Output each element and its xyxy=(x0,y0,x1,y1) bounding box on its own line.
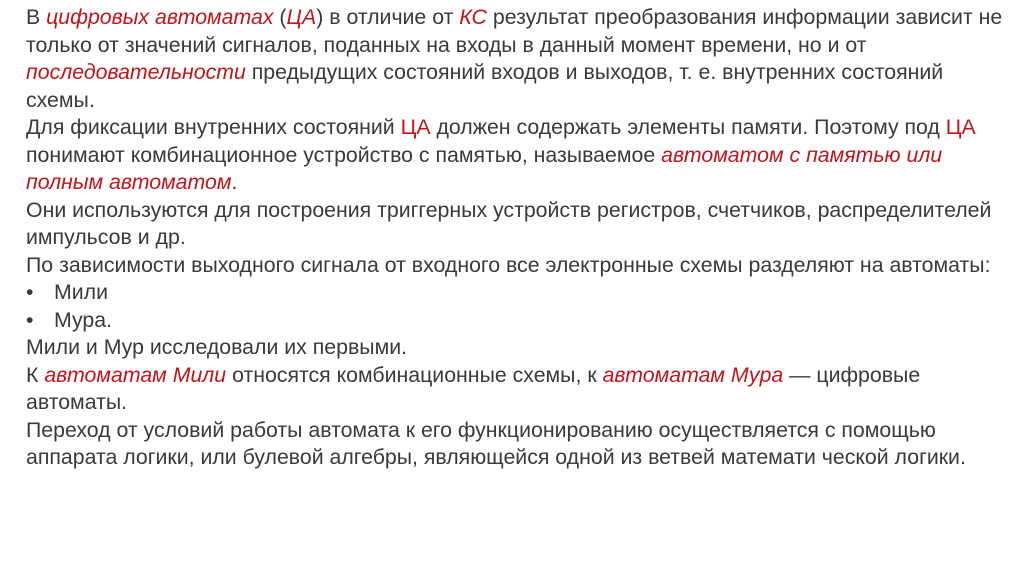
term-mealy-automata: автоматам Мили xyxy=(44,362,227,387)
paragraph-usage: Они используются для построения триггерных устройств регистров, счетчиков, распределителей импульсов и др. xyxy=(26,197,992,249)
text-run: ( xyxy=(273,5,287,29)
term-full-automaton: полным автоматом xyxy=(26,170,232,194)
list-item-label: Мура. xyxy=(54,307,112,332)
term-digital-automata: цифровых автоматах xyxy=(46,5,274,29)
bullet-icon: • xyxy=(26,307,34,332)
paragraph-classification: По зависимости выходного сигнала от входного все электронные схемы разделяют на автоматы: xyxy=(26,252,991,277)
text-run: должен содержать элементы памяти. Поэтому под xyxy=(430,115,946,139)
bullet-icon: • xyxy=(26,280,34,304)
text-run: . xyxy=(231,170,238,194)
list-item-moore xyxy=(26,307,1004,335)
term-abbr-ca: ЦА xyxy=(945,115,976,139)
paragraph-boolean-algebra: Переход от условий работы автомата к его функционированию осуществляется с помощью аппарата логики, или булевой алгебры, являющейся одной из ветвей математи ческой логики. xyxy=(26,417,966,469)
text-run: ) в отличие от xyxy=(316,5,460,29)
term-automaton-with-memory: автоматом с памятью xyxy=(661,142,901,167)
text-run: результат преобразования информации зависит не только от значений сигналов, поданных на входы в данный момент времени, но и от xyxy=(26,5,1003,57)
term-abbr-ca: ЦА xyxy=(286,5,317,29)
paragraph-digital-automata-definition xyxy=(26,4,1004,114)
list-item-mealy xyxy=(26,279,1004,307)
paragraph-mealy-moore-mapping xyxy=(26,362,1004,417)
text-run: В xyxy=(26,5,47,29)
paragraph-history: Мили и Мур исследовали их первыми. xyxy=(26,335,408,359)
term-moore-automata: автоматам Мура xyxy=(602,362,784,387)
text-run: — цифровые автоматы. xyxy=(26,362,921,414)
term-abbr-ks: КС xyxy=(459,5,487,29)
paragraph-memory-elements xyxy=(26,114,1004,197)
term-or: или xyxy=(900,142,943,167)
text-run: предыдущих состояний входов и выходов, т. е. внутренних состояний схемы. xyxy=(26,60,944,112)
automata-type-list xyxy=(26,279,1004,334)
text-run: К xyxy=(26,362,45,387)
text-run: Для фиксации внутренних состояний xyxy=(26,115,401,139)
text-run: относятся комбинационные схемы, к xyxy=(226,362,603,387)
text-run: понимают комбинационное устройство с памятью, называемое xyxy=(26,142,662,167)
term-sequence: последовательности xyxy=(26,60,246,84)
term-abbr-ca: ЦА xyxy=(400,115,431,139)
list-item-label: Мили xyxy=(54,280,108,304)
